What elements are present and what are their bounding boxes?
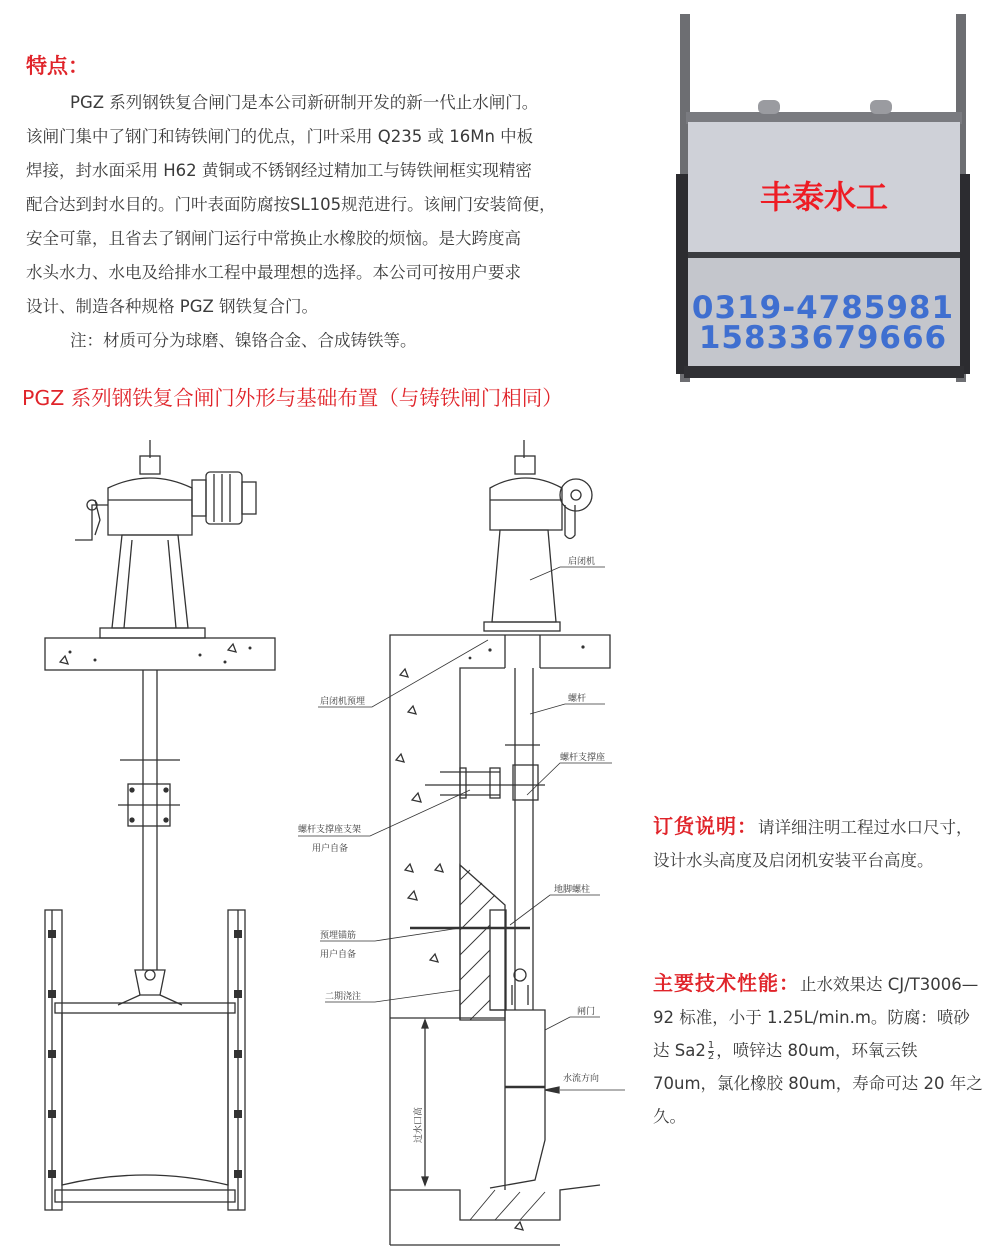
label-screw: 螺杆 xyxy=(568,694,587,704)
technical-specs-text-cont: ，喷锌达 80um，环氧云铁 70um，氯化橡胶 80um，寿命可达 20 年之久。 xyxy=(653,1041,983,1126)
label-second-pour: 二期浇注 xyxy=(325,992,362,1002)
technical-specs-label: 主要技术性能： xyxy=(653,971,800,995)
fraction-one-half xyxy=(708,1041,714,1062)
features-note: 注：材质可分为球磨、镍铬合金、合成铸铁等。 xyxy=(70,331,417,350)
features-line: 焊接，封水面采用 H62 黄铜或不锈钢经过精加工与铸铁闸框实现精密 xyxy=(26,161,532,180)
features-line: 安全可靠，且省去了钢闸门运行中常换止水橡胶的烦恼。是大跨度高 xyxy=(26,229,521,248)
features-line: 配合达到封水目的。门叶表面防腐按SL105规范进行。该闸门安装简便， xyxy=(26,195,556,214)
features-line: 该闸门集中了钢门和铸铁闸门的优点，门叶采用 Q235 或 16Mn 中板 xyxy=(26,127,534,146)
photo-phone-2: 15833679666 xyxy=(698,320,948,356)
label-flow-direction: 水流方向 xyxy=(563,1074,600,1084)
technical-specs-text: 止水效果达 CJ/T3006—92 标准，小于 1.25L/min.m。防腐：喷砂达 Sa2 xyxy=(653,975,979,1060)
features-title: 特点： xyxy=(26,54,89,78)
section-title: PGZ 系列钢铁复合闸门外形与基础布置（与铸铁闸门相同） xyxy=(22,386,563,410)
label-hoist: 启闭机 xyxy=(568,557,596,567)
label-support-bracket: 螺杆支撑座支架 xyxy=(298,825,362,835)
section-view-drawing xyxy=(298,440,625,1245)
features-line: 水头水力、水电及给排水工程中最理想的选择。本公司可按用户要求 xyxy=(26,263,521,282)
label-gate: 闸门 xyxy=(577,1007,596,1017)
features-line: PGZ 系列钢铁复合闸门是本公司新研制开发的新一代止水闸门。 xyxy=(70,93,539,112)
order-notes xyxy=(653,810,983,877)
label-opening-height: 过水口高 xyxy=(414,1106,424,1144)
technical-specs xyxy=(653,967,983,1133)
front-view-drawing xyxy=(45,440,275,1210)
label-embedded-rebar: 预埋锚筋 xyxy=(320,931,357,941)
features-line: 设计、制造各种规格 PGZ 钢铁复合门。 xyxy=(26,297,319,316)
label-hoist-embed: 启闭机预埋 xyxy=(320,697,366,707)
label-anchor-bolt: 地脚螺柱 xyxy=(554,885,591,895)
label-screw-support: 螺杆支撑座 xyxy=(560,753,606,763)
features-paragraph xyxy=(26,86,626,358)
photo-brand-watermark: 丰泰水工 xyxy=(759,178,889,216)
fraction-denominator: 2 xyxy=(707,1051,715,1062)
label-user-supplied: 用户自备 xyxy=(312,844,349,854)
label-user-supplied: 用户自备 xyxy=(320,950,357,960)
fraction-numerator: 1 xyxy=(707,1040,715,1051)
gate-layout-drawings xyxy=(0,430,640,1255)
order-notes-label: 订货说明： xyxy=(653,814,758,838)
gate-product-photo xyxy=(672,14,974,382)
order-notes-text: 请详细注明工程过水口尺寸，设计水头高度及启闭机安装平台高度。 xyxy=(653,818,973,870)
photo-phone-1: 0319-4785981 xyxy=(691,290,955,326)
